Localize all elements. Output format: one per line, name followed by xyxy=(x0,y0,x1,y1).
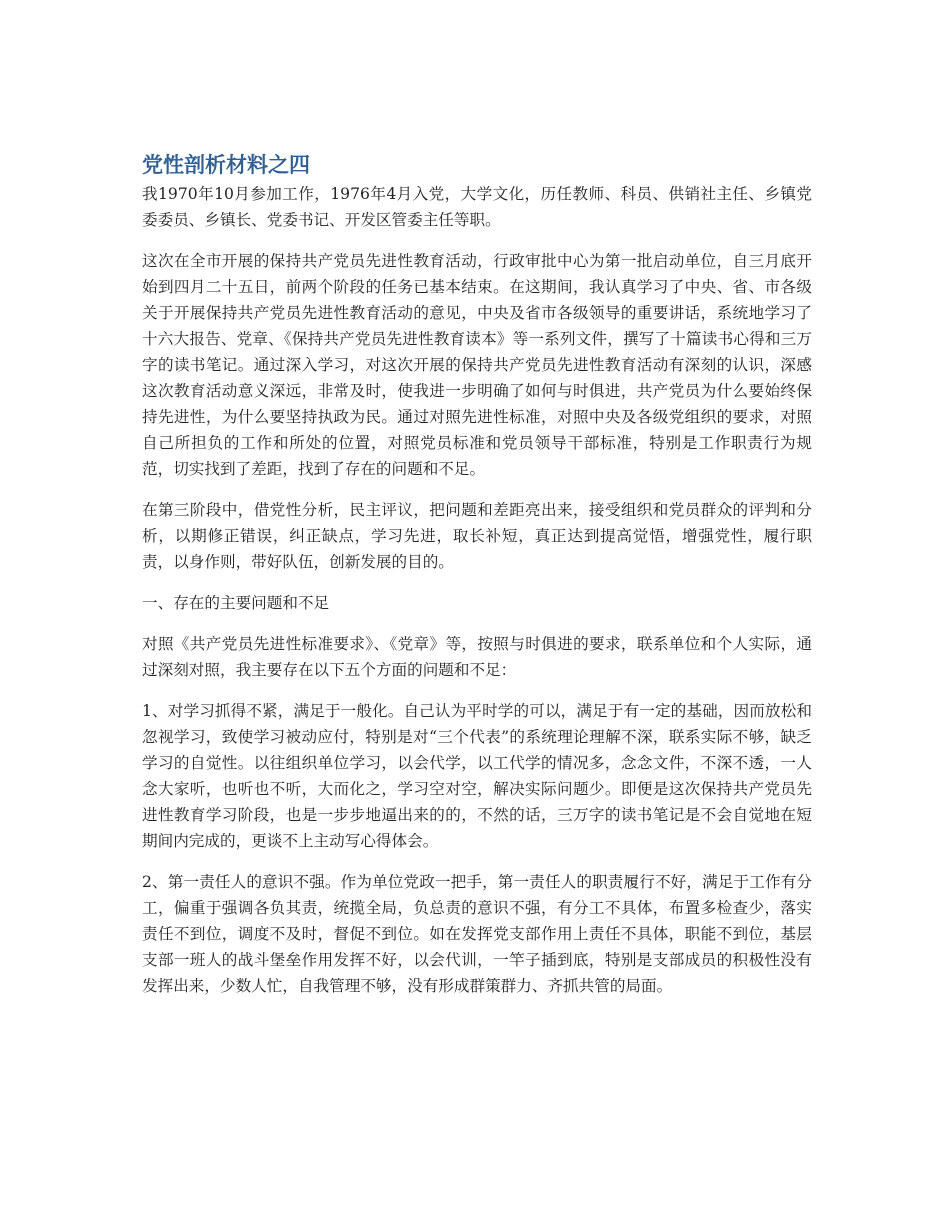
section-heading-main-problems: 一、存在的主要问题和不足 xyxy=(142,594,330,612)
paragraph-problem-2: 2、第一责任人的意识不强。作为单位党政一把手，第一责任人的职责履行不好，满足于工作有分工，偏重于强调各负其责，统揽全局，负总责的意识不强，有分工不具体，布置多检查少，落实责任不到位，调度不及时，督促不到位。如在发挥党支部作用上责任不具体，职能不到位，基层支部一班人的战斗堡垒作用发挥不好，以会代训，一竿子插到底，特别是支部成员的积极性没有发挥出来，少数人忙，自我管理不够，没有形成群策群力、齐抓共管的局面。 xyxy=(142,873,812,995)
paragraph-problem-1: 1、对学习抓得不紧，满足于一般化。自己认为平时学的可以，满足于有一定的基础，因而放松和忽视学习，致使学习被动应付，特别是对“三个代表”的系统理论理解不深，联系实际不够，缺乏学习的自觉性。以往组织单位学习，以会代学，以工代学的情况多，念念文件，不深不透，一人念大家听，也听也不听，大而化之，学习空对空，解决实际问题少。即便是这次保持共产党员先进性教育学习阶段，也是一步步地逼出来的的，不然的话，三万字的读书笔记是不会自觉地在短期间内完成的，更谈不上主动写心得体会。 xyxy=(142,702,812,850)
document-page xyxy=(142,150,812,1014)
paragraph-study-summary: 这次在全市开展的保持共产党员先进性教育活动，行政审批中心为第一批启动单位，自三月底开始到四月二十五日，前两个阶段的任务已基本结束。在这期间，我认真学习了中央、省、市各级关于开展保持共产党员先进性教育活动的意见，中央及省市各级领导的重要讲话，系统地学习了十六大报告、党章、《保持共产党员先进性教育读本》等一系列文件，撰写了十篇读书心得和三万字的读书笔记。通过深入学习，对这次开展的保持共产党员先进性教育活动有深刻的认识，深感这次教育活动意义深远，非常及时，使我进一步明确了如何与时俱进，共产党员为什么要始终保持先进性，为什么要坚持执政为民。通过对照先进性标准，对照中央及各级党组织的要求，对照自己所担负的工作和所处的位置，对照党员标准和党员领导干部标准，特别是工作职责行为规范，切实找到了差距，找到了存在的问题和不足。 xyxy=(142,252,812,478)
paragraph-third-stage: 在第三阶段中，借党性分析，民主评议，把问题和差距亮出来，接受组织和党员群众的评判和分析，以期修正错误，纠正缺点，学习先进，取长补短，真正达到提高觉悟，增强党性，履行职责，以身作则，带好队伍，创新发展的目的。 xyxy=(142,501,812,571)
paragraph-personal-background: 我1970年10月参加工作，1976年4月入党，大学文化，历任教师、科员、供销社主任、乡镇党委委员、乡镇长、党委书记、开发区管委主任等职。 xyxy=(142,185,812,229)
document-title: 党性剖析材料之四 xyxy=(142,153,310,177)
paragraph-problems-intro: 对照《共产党员先进性标准要求》、《党章》等，按照与时俱进的要求，联系单位和个人实际，通过深刻对照，我主要存在以下五个方面的问题和不足： xyxy=(142,635,812,679)
